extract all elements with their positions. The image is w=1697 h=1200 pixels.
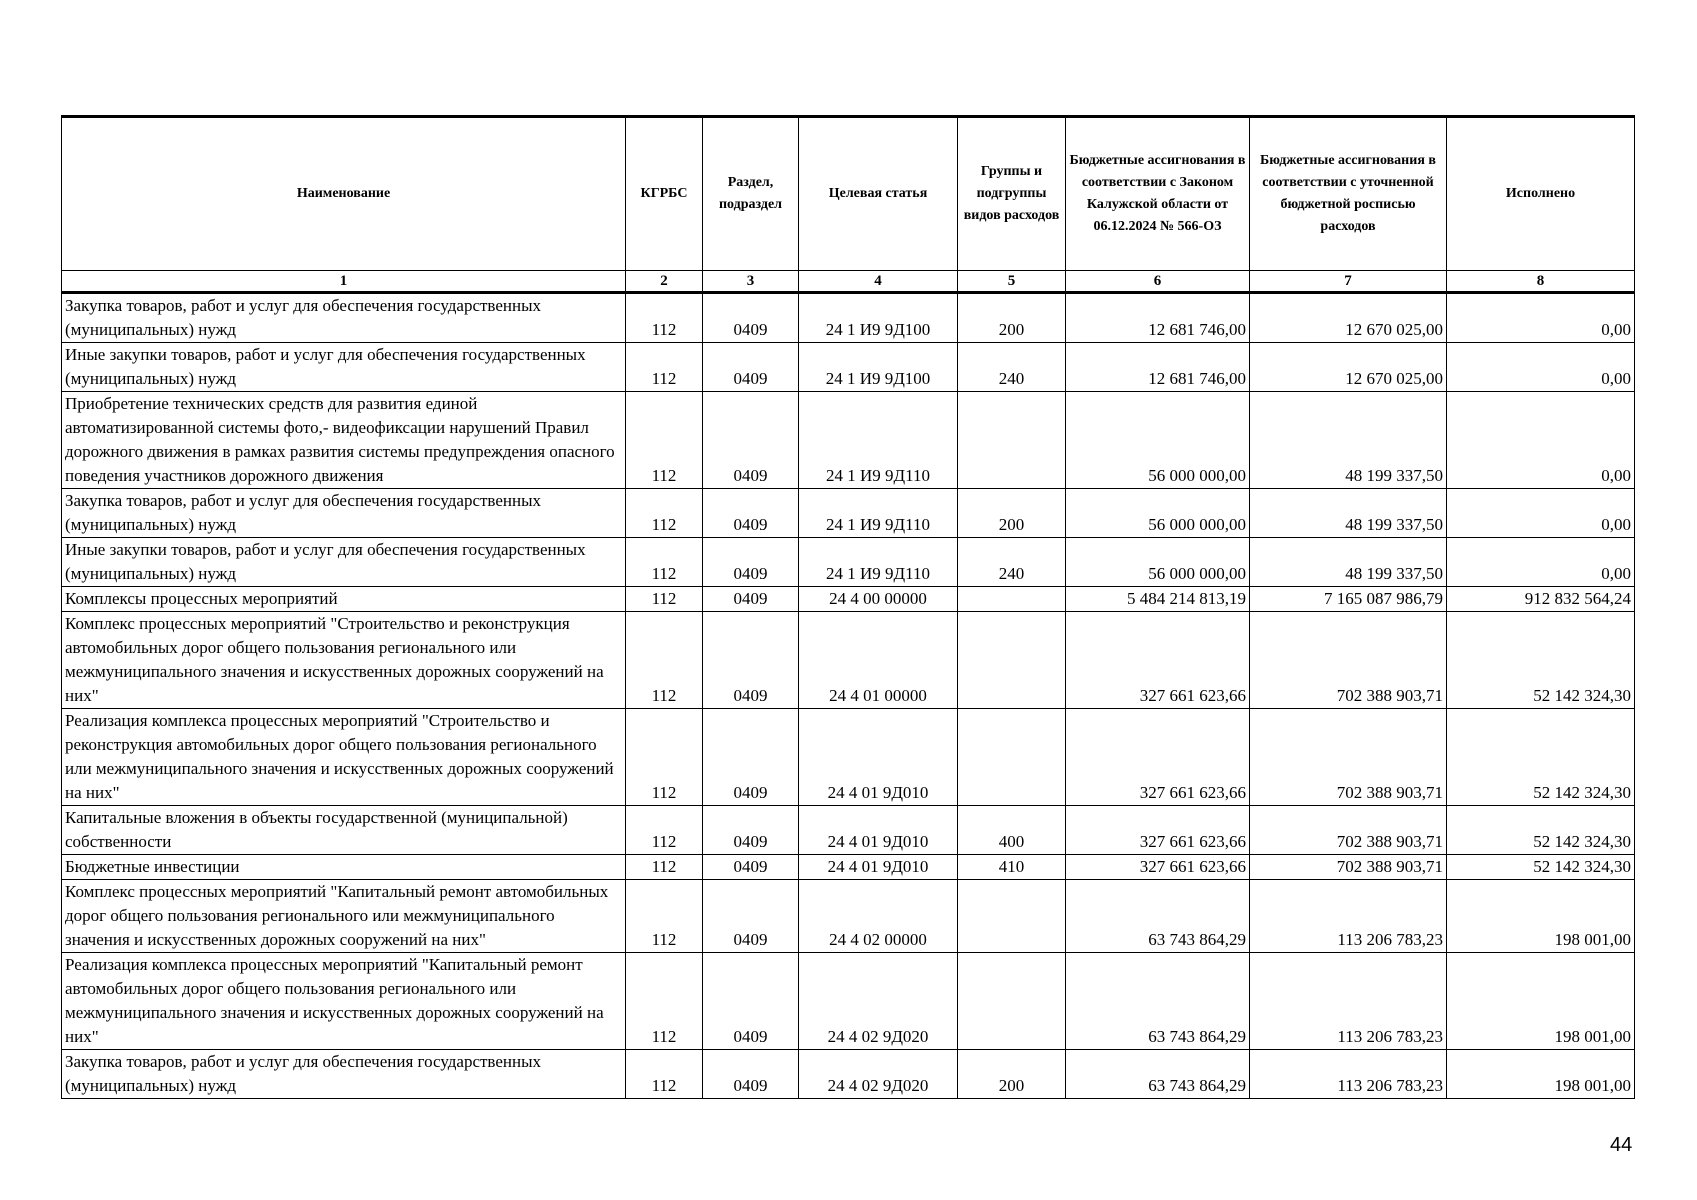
cell-name: Приобретение технических средств для развития единой автоматизированной системы фото,- видеофиксации нарушений Правил дорожного движения в рамках развития системы предупреждения опасного поведения участников дорожного движения (62, 392, 626, 489)
table-row (62, 709, 1635, 806)
cell-kgrbs: 112 (626, 709, 703, 806)
cell-target-article: 24 1 И9 9Д110 (799, 489, 958, 538)
cell-expense-group: 200 (958, 293, 1066, 343)
table-row (62, 806, 1635, 855)
cell-section: 0409 (703, 855, 799, 880)
cell-kgrbs: 112 (626, 343, 703, 392)
cell-section: 0409 (703, 392, 799, 489)
header-target-article: Целевая статья (799, 117, 958, 271)
cell-expense-group: 400 (958, 806, 1066, 855)
cell-law-appropriation: 56 000 000,00 (1066, 489, 1250, 538)
cell-section: 0409 (703, 880, 799, 953)
cell-expense-group (958, 587, 1066, 612)
cell-executed: 0,00 (1447, 293, 1635, 343)
cell-target-article: 24 4 01 9Д010 (799, 855, 958, 880)
cell-section: 0409 (703, 489, 799, 538)
column-number: 5 (958, 271, 1066, 293)
budget-table (61, 115, 1635, 1099)
page-number: 44 (1610, 1134, 1633, 1156)
cell-law-appropriation: 327 661 623,66 (1066, 806, 1250, 855)
cell-kgrbs: 112 (626, 489, 703, 538)
cell-expense-group (958, 953, 1066, 1050)
cell-executed: 198 001,00 (1447, 880, 1635, 953)
cell-kgrbs: 112 (626, 1050, 703, 1099)
cell-expense-group: 240 (958, 343, 1066, 392)
cell-law-appropriation: 56 000 000,00 (1066, 538, 1250, 587)
cell-executed: 52 142 324,30 (1447, 855, 1635, 880)
cell-refined-appropriation: 702 388 903,71 (1250, 806, 1447, 855)
column-number: 1 (62, 271, 626, 293)
cell-kgrbs: 112 (626, 806, 703, 855)
cell-executed: 0,00 (1447, 343, 1635, 392)
cell-section: 0409 (703, 806, 799, 855)
column-number: 2 (626, 271, 703, 293)
cell-target-article: 24 4 02 00000 (799, 880, 958, 953)
cell-executed: 0,00 (1447, 538, 1635, 587)
cell-refined-appropriation: 113 206 783,23 (1250, 1050, 1447, 1099)
cell-executed: 198 001,00 (1447, 1050, 1635, 1099)
header-section: Раздел, подраздел (703, 117, 799, 271)
cell-kgrbs: 112 (626, 612, 703, 709)
cell-target-article: 24 4 00 00000 (799, 587, 958, 612)
cell-section: 0409 (703, 587, 799, 612)
table-row (62, 392, 1635, 489)
column-number: 4 (799, 271, 958, 293)
column-number: 7 (1250, 271, 1447, 293)
cell-law-appropriation: 327 661 623,66 (1066, 855, 1250, 880)
table-row (62, 538, 1635, 587)
cell-kgrbs: 112 (626, 855, 703, 880)
table-body (62, 293, 1635, 1099)
cell-name: Реализация комплекса процессных мероприятий "Капитальный ремонт автомобильных дорог общего пользования регионального или межмуниципального значения и искусственных дорожных сооружений на них" (62, 953, 626, 1050)
cell-executed: 198 001,00 (1447, 953, 1635, 1050)
cell-target-article: 24 4 01 00000 (799, 612, 958, 709)
cell-kgrbs: 112 (626, 953, 703, 1050)
cell-section: 0409 (703, 709, 799, 806)
table-row (62, 343, 1635, 392)
cell-kgrbs: 112 (626, 392, 703, 489)
cell-kgrbs: 112 (626, 880, 703, 953)
cell-refined-appropriation: 702 388 903,71 (1250, 612, 1447, 709)
header-refined-appropriations: Бюджетные ассигнования в соответствии с уточненной бюджетной росписью расходов (1250, 117, 1447, 271)
table-row (62, 880, 1635, 953)
cell-name: Закупка товаров, работ и услуг для обеспечения государственных (муниципальных) нужд (62, 489, 626, 538)
cell-target-article: 24 4 02 9Д020 (799, 1050, 958, 1099)
cell-refined-appropriation: 702 388 903,71 (1250, 855, 1447, 880)
cell-executed: 912 832 564,24 (1447, 587, 1635, 612)
header-executed: Исполнено (1447, 117, 1635, 271)
cell-section: 0409 (703, 612, 799, 709)
cell-target-article: 24 1 И9 9Д100 (799, 293, 958, 343)
cell-target-article: 24 1 И9 9Д100 (799, 343, 958, 392)
cell-section: 0409 (703, 1050, 799, 1099)
column-number-row (62, 271, 1635, 293)
cell-law-appropriation: 327 661 623,66 (1066, 709, 1250, 806)
cell-section: 0409 (703, 953, 799, 1050)
cell-law-appropriation: 327 661 623,66 (1066, 612, 1250, 709)
cell-executed: 52 142 324,30 (1447, 709, 1635, 806)
column-number: 8 (1447, 271, 1635, 293)
cell-target-article: 24 4 01 9Д010 (799, 806, 958, 855)
cell-executed: 0,00 (1447, 489, 1635, 538)
cell-expense-group: 200 (958, 489, 1066, 538)
header-name: Наименование (62, 117, 626, 271)
cell-law-appropriation: 63 743 864,29 (1066, 953, 1250, 1050)
cell-expense-group (958, 392, 1066, 489)
cell-refined-appropriation: 48 199 337,50 (1250, 489, 1447, 538)
header-row (62, 117, 1635, 271)
cell-refined-appropriation: 113 206 783,23 (1250, 880, 1447, 953)
cell-refined-appropriation: 7 165 087 986,79 (1250, 587, 1447, 612)
cell-target-article: 24 4 01 9Д010 (799, 709, 958, 806)
cell-expense-group (958, 612, 1066, 709)
cell-law-appropriation: 63 743 864,29 (1066, 880, 1250, 953)
cell-section: 0409 (703, 538, 799, 587)
cell-executed: 52 142 324,30 (1447, 612, 1635, 709)
cell-expense-group: 200 (958, 1050, 1066, 1099)
table-row (62, 587, 1635, 612)
cell-name: Иные закупки товаров, работ и услуг для обеспечения государственных (муниципальных) нужд (62, 538, 626, 587)
cell-executed: 52 142 324,30 (1447, 806, 1635, 855)
cell-name: Комплексы процессных мероприятий (62, 587, 626, 612)
cell-name: Комплекс процессных мероприятий "Строительство и реконструкция автомобильных дорог общего пользования регионального или межмуниципального значения и искусственных дорожных сооружений на них" (62, 612, 626, 709)
table-row (62, 953, 1635, 1050)
table-row (62, 293, 1635, 343)
cell-refined-appropriation: 12 670 025,00 (1250, 343, 1447, 392)
cell-expense-group (958, 880, 1066, 953)
cell-target-article: 24 1 И9 9Д110 (799, 538, 958, 587)
cell-refined-appropriation: 12 670 025,00 (1250, 293, 1447, 343)
column-number: 3 (703, 271, 799, 293)
cell-executed: 0,00 (1447, 392, 1635, 489)
cell-section: 0409 (703, 293, 799, 343)
cell-law-appropriation: 12 681 746,00 (1066, 343, 1250, 392)
cell-refined-appropriation: 702 388 903,71 (1250, 709, 1447, 806)
header-expense-groups: Группы и подгруппы видов расходов (958, 117, 1066, 271)
column-number: 6 (1066, 271, 1250, 293)
cell-name: Бюджетные инвестиции (62, 855, 626, 880)
cell-name: Иные закупки товаров, работ и услуг для обеспечения государственных (муниципальных) нужд (62, 343, 626, 392)
cell-expense-group: 410 (958, 855, 1066, 880)
table-row (62, 612, 1635, 709)
header-law-appropriations: Бюджетные ассигнования в соответствии с Законом Калужской области от 06.12.2024 № 566-ОЗ (1066, 117, 1250, 271)
cell-kgrbs: 112 (626, 587, 703, 612)
cell-name: Капитальные вложения в объекты государственной (муниципальной) собственности (62, 806, 626, 855)
cell-name: Реализация комплекса процессных мероприятий "Строительство и реконструкция автомобильных дорог общего пользования регионального или межмуниципального значения и искусственных дорожных сооружений на них" (62, 709, 626, 806)
cell-section: 0409 (703, 343, 799, 392)
table-row (62, 489, 1635, 538)
header-kgrbs: КГРБС (626, 117, 703, 271)
cell-law-appropriation: 63 743 864,29 (1066, 1050, 1250, 1099)
table-row (62, 1050, 1635, 1099)
cell-target-article: 24 1 И9 9Д110 (799, 392, 958, 489)
cell-kgrbs: 112 (626, 293, 703, 343)
cell-refined-appropriation: 48 199 337,50 (1250, 538, 1447, 587)
cell-expense-group: 240 (958, 538, 1066, 587)
table-row (62, 855, 1635, 880)
cell-refined-appropriation: 113 206 783,23 (1250, 953, 1447, 1050)
cell-target-article: 24 4 02 9Д020 (799, 953, 958, 1050)
cell-expense-group (958, 709, 1066, 806)
cell-name: Комплекс процессных мероприятий "Капитальный ремонт автомобильных дорог общего пользования регионального или межмуниципального значения и искусственных дорожных сооружений на них" (62, 880, 626, 953)
cell-kgrbs: 112 (626, 538, 703, 587)
cell-law-appropriation: 12 681 746,00 (1066, 293, 1250, 343)
cell-law-appropriation: 56 000 000,00 (1066, 392, 1250, 489)
cell-name: Закупка товаров, работ и услуг для обеспечения государственных (муниципальных) нужд (62, 293, 626, 343)
cell-name: Закупка товаров, работ и услуг для обеспечения государственных (муниципальных) нужд (62, 1050, 626, 1099)
cell-law-appropriation: 5 484 214 813,19 (1066, 587, 1250, 612)
cell-refined-appropriation: 48 199 337,50 (1250, 392, 1447, 489)
